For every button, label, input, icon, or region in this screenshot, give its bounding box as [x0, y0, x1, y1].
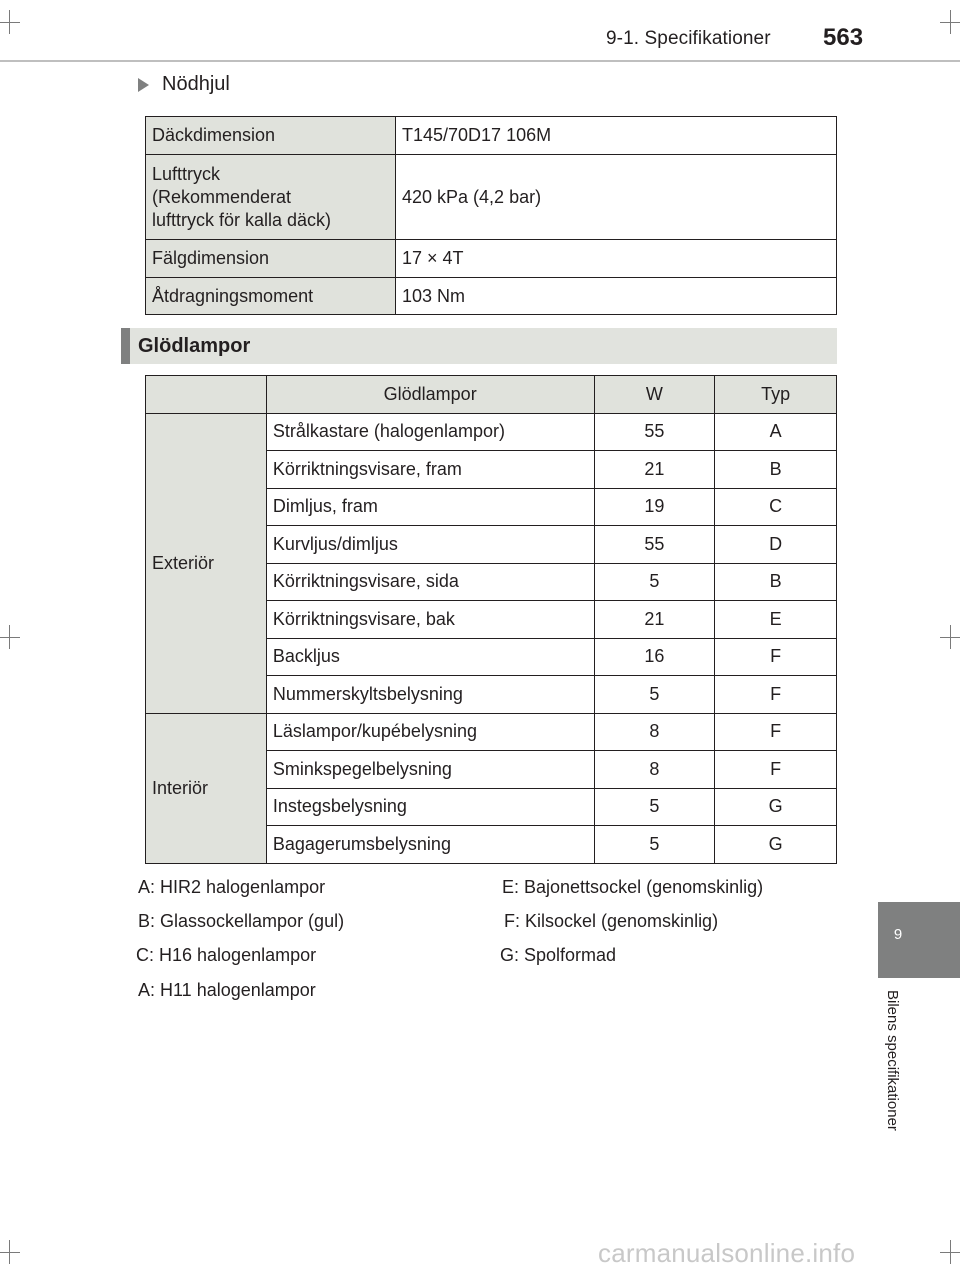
bulb-type: G	[715, 826, 837, 864]
table-row	[146, 240, 837, 278]
table-cell-label: Fälgdimension	[146, 240, 396, 278]
section-heading: Glödlampor	[138, 335, 251, 357]
table-cell-label: Däckdimension	[146, 117, 396, 155]
bulb-watt: 8	[594, 751, 715, 789]
table-cell-value: 420 kPa (4,2 bar)	[396, 155, 837, 240]
bulb-watt: 19	[594, 488, 715, 526]
bulb-type: F	[715, 676, 837, 714]
bulb-name: Sminkspegelbelysning	[266, 751, 594, 789]
crop-mark	[0, 22, 20, 23]
table-cell-value: T145/70D17 106M	[396, 117, 837, 155]
bulb-watt: 8	[594, 713, 715, 751]
bulb-type: F	[715, 751, 837, 789]
bulb-name: Instegsbelysning	[266, 788, 594, 826]
crop-mark	[0, 1252, 20, 1253]
table-row	[146, 413, 837, 451]
table-header-cell	[146, 376, 267, 414]
table-row	[146, 278, 837, 315]
bulb-name: Körriktningsvisare, bak	[266, 601, 594, 639]
table-cell-value: 17 × 4T	[396, 240, 837, 278]
legend-item: A: HIR2 halogenlampor	[138, 877, 326, 897]
bulb-type: G	[715, 788, 837, 826]
legend-item: A: H11 halogenlampor	[138, 980, 316, 1000]
table-header-row	[146, 376, 837, 414]
table-row	[146, 117, 837, 155]
page-number: 563	[823, 24, 864, 51]
table-header-cell: Typ	[715, 376, 837, 414]
bulb-type: C	[715, 488, 837, 526]
bulb-type: F	[715, 713, 837, 751]
legend-item: F: Kilsockel (genomskinlig)	[504, 911, 719, 931]
crop-mark	[9, 625, 10, 649]
table-cell-label: Åtdragningsmoment	[146, 278, 396, 315]
table-cell-value: 103 Nm	[396, 278, 837, 315]
bulb-watt: 55	[594, 526, 715, 564]
bulb-type: F	[715, 638, 837, 676]
bulb-name: Läslampor/kupébelysning	[266, 713, 594, 751]
bulb-table	[145, 375, 837, 864]
table-header-cell: W	[594, 376, 715, 414]
bulb-name: Körriktningsvisare, sida	[266, 563, 594, 601]
bulb-name: Bagagerumsbelysning	[266, 826, 594, 864]
crop-mark	[9, 10, 10, 34]
bulb-name: Kurvljus/dimljus	[266, 526, 594, 564]
table-row	[146, 155, 837, 240]
bulb-type: B	[715, 451, 837, 489]
section-banner-accent	[121, 328, 130, 364]
group-label-exterior: Exteriör	[146, 413, 267, 713]
chapter-title: Bilens specifikationer	[884, 990, 901, 1131]
table-cell-label: Lufttryck (Rekommenderat lufttryck för kalla däck)	[146, 155, 396, 240]
bulb-watt: 21	[594, 451, 715, 489]
bulb-type: D	[715, 526, 837, 564]
table-row	[146, 713, 837, 751]
bulb-watt: 5	[594, 563, 715, 601]
legend-item: B: Glassockellampor (gul)	[138, 911, 345, 931]
bulb-watt: 55	[594, 413, 715, 451]
legend-item: C: H16 halogenlampor	[136, 945, 317, 965]
bulb-watt: 21	[594, 601, 715, 639]
crop-mark	[0, 637, 20, 638]
header-rule	[0, 60, 960, 62]
bulb-name: Körriktningsvisare, fram	[266, 451, 594, 489]
bulb-watt: 16	[594, 638, 715, 676]
table-header-cell: Glödlampor	[266, 376, 594, 414]
bulb-name: Dimljus, fram	[266, 488, 594, 526]
bulb-name: Nummerskyltsbelysning	[266, 676, 594, 714]
bulb-watt: 5	[594, 788, 715, 826]
triangle-bullet-icon	[138, 78, 149, 92]
section-title: 9-1. Specifikationer	[606, 28, 771, 49]
bulb-watt: 5	[594, 676, 715, 714]
legend-item: G: Spolformad	[500, 945, 617, 965]
crop-mark	[950, 1240, 951, 1264]
crop-mark	[950, 625, 951, 649]
spare-tire-table	[145, 116, 837, 315]
group-label-interior: Interiör	[146, 713, 267, 863]
bulb-name: Strålkastare (halogenlampor)	[266, 413, 594, 451]
bulb-type: A	[715, 413, 837, 451]
legend-item: E: Bajonettsockel (genomskinlig)	[502, 877, 764, 897]
crop-mark	[950, 10, 951, 34]
bulb-type: B	[715, 563, 837, 601]
watermark: carmanualsonline.info	[598, 1238, 856, 1268]
crop-mark	[9, 1240, 10, 1264]
bulb-watt: 5	[594, 826, 715, 864]
bulb-name: Backljus	[266, 638, 594, 676]
bulb-type: E	[715, 601, 837, 639]
chapter-number: 9	[893, 926, 903, 943]
subheading: Nödhjul	[162, 73, 230, 95]
